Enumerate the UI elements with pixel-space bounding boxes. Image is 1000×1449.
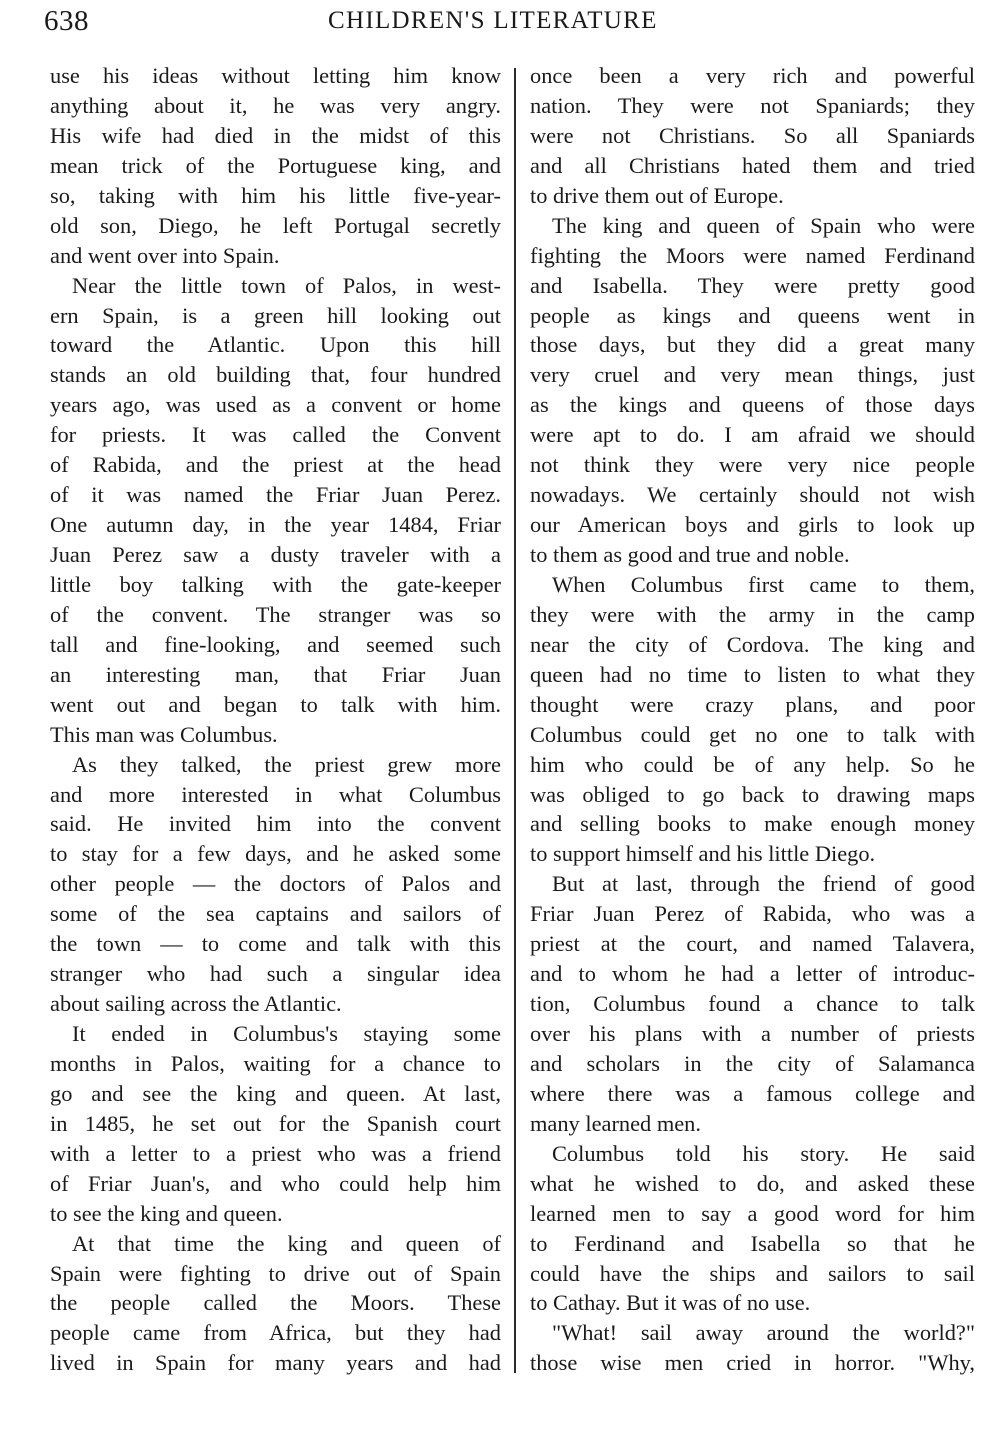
text-line: Columbus could get no one to talk with	[530, 721, 975, 747]
text-line: months in Palos, waiting for a chance to	[50, 1050, 501, 1076]
text-line: other people — the doctors of Palos and	[50, 871, 501, 897]
text-line: When Columbus first came to them,	[552, 571, 975, 597]
text-line: of it was named the Friar Juan Perez.	[50, 482, 501, 508]
paragraph	[50, 271, 501, 750]
text-line: about sailing across the Atlantic.	[50, 991, 342, 1017]
text-line: once been a very rich and powerful	[530, 63, 975, 88]
text-line: some of the sea captains and sailors of	[50, 901, 501, 927]
text-line: those days, but they did a great many	[530, 332, 975, 358]
text-line: not think they were very nice people	[530, 452, 975, 478]
text-line: stands an old building that, four hundred	[50, 362, 501, 388]
text-line: One autumn day, in the year 1484, Friar	[50, 512, 501, 538]
text-line: to support himself and his little Diego.	[530, 841, 876, 867]
text-line: what he wished to do, and asked these	[530, 1170, 975, 1196]
text-line: toward the Atlantic. Upon this hill	[50, 332, 501, 358]
text-line: in 1485, he set out for the Spanish court	[50, 1110, 501, 1136]
text-line: But at last, through the friend of good	[552, 871, 975, 897]
text-line: tion, Columbus found a chance to talk	[530, 991, 975, 1017]
text-line: use his ideas without letting him know	[50, 63, 501, 88]
text-line: The king and queen of Spain who were	[552, 212, 975, 238]
text-line: old son, Diego, he left Portugal secretly	[50, 212, 501, 238]
text-line: fighting the Moors were named Ferdinand	[530, 242, 975, 268]
text-line: Columbus told his story. He said	[552, 1140, 975, 1166]
text-line: people came from Africa, but they had	[50, 1320, 501, 1346]
text-line: go and see the king and queen. At last,	[50, 1080, 501, 1106]
text-line: to see the king and queen.	[50, 1200, 283, 1226]
paragraph	[530, 61, 975, 211]
text-line: and selling books to make enough money	[530, 811, 975, 837]
left-text-column	[50, 61, 501, 1378]
text-line: to them as good and true and noble.	[530, 542, 850, 567]
text-line: very cruel and very mean things, just	[530, 362, 975, 388]
text-line: anything about it, he was very angry.	[50, 92, 501, 118]
text-line: mean trick of the Portuguese king, and	[50, 152, 501, 178]
text-line: to stay for a few days, and he asked some	[50, 841, 501, 867]
text-line: those wise men cried in horror. "Why,	[530, 1350, 975, 1376]
text-line: and Isabella. They were pretty good	[530, 272, 975, 298]
text-line: people as kings and queens went in	[530, 302, 975, 328]
text-line: the town — to come and talk with this	[50, 931, 501, 957]
text-line: of Friar Juan's, and who could help him	[50, 1170, 501, 1196]
text-line: Near the little town of Palos, in west-	[72, 272, 501, 298]
text-line: was obliged to go back to drawing maps	[530, 781, 975, 807]
text-line: and to whom he had a letter of introduc-	[530, 961, 975, 987]
text-line: Juan Perez saw a dusty traveler with a	[50, 542, 501, 567]
text-line: thought were crazy plans, and poor	[530, 691, 975, 717]
text-line: Spain were fighting to drive out of Spain	[50, 1260, 501, 1286]
paragraph	[530, 211, 975, 570]
text-line: could have the ships and sailors to sail	[530, 1260, 975, 1286]
text-line: they were with the army in the camp	[530, 601, 975, 627]
text-line: and went over into Spain.	[50, 242, 280, 268]
text-line: near the city of Cordova. The king and	[530, 631, 975, 657]
text-line: ern Spain, is a green hill looking out	[50, 302, 501, 328]
paragraph	[50, 61, 501, 271]
paragraph	[530, 570, 975, 869]
paragraph	[50, 750, 501, 1019]
paragraph	[50, 1019, 501, 1229]
text-line: the people called the Moors. These	[50, 1290, 501, 1316]
text-line: went out and began to talk with him.	[50, 691, 501, 717]
text-line: many learned men.	[530, 1110, 701, 1136]
text-line: nowadays. We certainly should not wish	[530, 482, 975, 508]
text-line: where there was a famous college and	[530, 1080, 975, 1106]
text-line: stranger who had such a singular idea	[50, 961, 501, 987]
text-line: tall and fine-looking, and seemed such	[50, 631, 501, 657]
column-divider	[514, 68, 516, 1373]
paragraph	[530, 1318, 975, 1378]
text-line: over his plans with a number of priests	[530, 1021, 975, 1046]
text-line: of the convent. The stranger was so	[50, 601, 501, 627]
text-line: were not Christians. So all Spaniards	[530, 122, 975, 148]
text-line: His wife had died in the midst of this	[50, 122, 501, 148]
text-line: so, taking with him his little five-year-	[50, 182, 501, 208]
text-line: to drive them out of Europe.	[530, 182, 784, 208]
text-line: an interesting man, that Friar Juan	[50, 661, 501, 687]
text-line: as the kings and queens of those days	[530, 392, 975, 418]
text-line: our American boys and girls to look up	[530, 512, 975, 538]
text-line: of Rabida, and the priest at the head	[50, 452, 501, 478]
text-line: said. He invited him into the convent	[50, 811, 501, 837]
text-line: It ended in Columbus's staying some	[72, 1021, 501, 1046]
text-line: to Cathay. But it was of no use.	[530, 1290, 811, 1316]
text-line: to Ferdinand and Isabella so that he	[530, 1230, 975, 1256]
text-line: This man was Columbus.	[50, 721, 278, 747]
running-title: CHILDREN'S LITERATURE	[328, 7, 658, 34]
text-line: little boy talking with the gate-keeper	[50, 571, 501, 597]
text-line: were apt to do. I am afraid we should	[530, 422, 975, 448]
text-line: him who could be of any help. So he	[530, 751, 975, 777]
text-line: and all Christians hated them and tried	[530, 152, 975, 178]
text-line: with a letter to a priest who was a friend	[50, 1140, 501, 1166]
paragraph	[530, 869, 975, 1138]
paragraph	[530, 1139, 975, 1319]
text-line: At that time the king and queen of	[72, 1230, 501, 1256]
text-line: queen had no time to listen to what they	[530, 661, 975, 687]
text-line: "What! sail away around the world?"	[552, 1320, 975, 1346]
paragraph	[50, 1229, 501, 1379]
text-line: for priests. It was called the Convent	[50, 422, 501, 448]
text-line: priest at the court, and named Talavera,	[530, 931, 975, 957]
text-line: learned men to say a good word for him	[530, 1200, 975, 1226]
text-line: lived in Spain for many years and had	[50, 1350, 501, 1376]
text-line: nation. They were not Spaniards; they	[530, 92, 975, 118]
text-line: As they talked, the priest grew more	[72, 751, 501, 777]
page-number: 638	[44, 5, 89, 37]
text-line: Friar Juan Perez of Rabida, who was a	[530, 901, 975, 927]
text-line: and scholars in the city of Salamanca	[530, 1050, 975, 1076]
text-line: and more interested in what Columbus	[50, 781, 501, 807]
right-text-column	[530, 61, 975, 1378]
text-line: years ago, was used as a convent or home	[50, 392, 501, 418]
